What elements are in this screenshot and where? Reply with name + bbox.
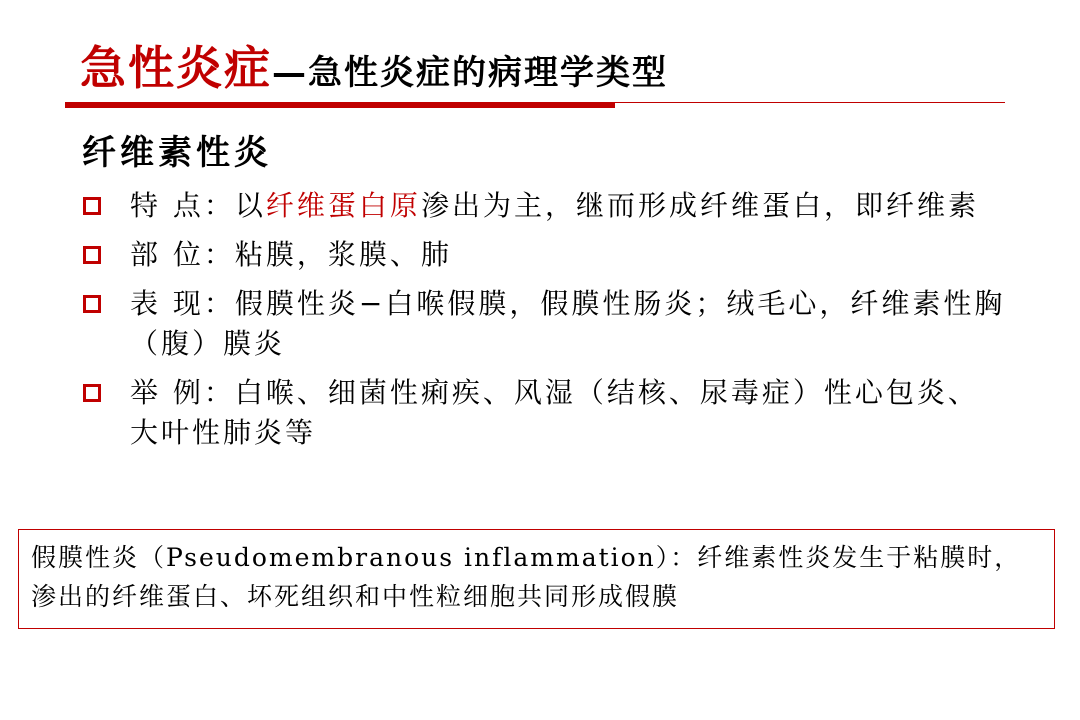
bullet-label: 举 例： xyxy=(130,376,235,409)
hollow-square-bullet-icon xyxy=(83,197,101,215)
hollow-square-bullet-icon xyxy=(83,295,101,313)
bullet-list xyxy=(78,186,1008,462)
bullet-highlight: 纤维蛋白原 xyxy=(265,189,421,222)
bullet-text: 渗出为主，继而形成纤维蛋白，即纤维素 xyxy=(420,189,979,222)
bullet-text: 以 xyxy=(234,189,266,222)
bullet-characteristics xyxy=(78,186,1008,226)
bullet-location xyxy=(78,235,1008,275)
title-underline-thick xyxy=(65,102,615,108)
bullet-label: 表 现： xyxy=(130,287,235,320)
slide-title-sub: —急性炎症的病理学类型 xyxy=(272,53,668,93)
definition-callout-box xyxy=(18,529,1055,629)
slide-title xyxy=(80,38,668,109)
slide-title-main: 急性炎症 xyxy=(80,41,272,95)
bullet-examples xyxy=(78,373,1008,453)
bullet-manifestation xyxy=(78,284,1008,364)
bullet-text: 白喉、细菌性痢疾、风湿（结核、尿毒症）性心包炎、大叶性肺炎等 xyxy=(130,376,979,449)
title-underline-thin xyxy=(615,102,1005,103)
hollow-square-bullet-icon xyxy=(83,384,101,402)
section-heading: 纤维素性炎 xyxy=(82,133,272,173)
bullet-label: 特 点： xyxy=(130,189,235,222)
bullet-label: 部 位： xyxy=(130,238,235,271)
bullet-text: 粘膜，浆膜、肺 xyxy=(234,238,452,271)
bullet-text: 假膜性炎−白喉假膜，假膜性肠炎；绒毛心，纤维素性胸（腹）膜炎 xyxy=(130,287,1006,360)
callout-text: 假膜性炎（Pseudomembranous inflammation）：纤维素性炎发生于粘膜时，渗出的纤维蛋白、坏死组织和中性粒细胞共同形成假膜 xyxy=(31,543,1022,611)
hollow-square-bullet-icon xyxy=(83,246,101,264)
